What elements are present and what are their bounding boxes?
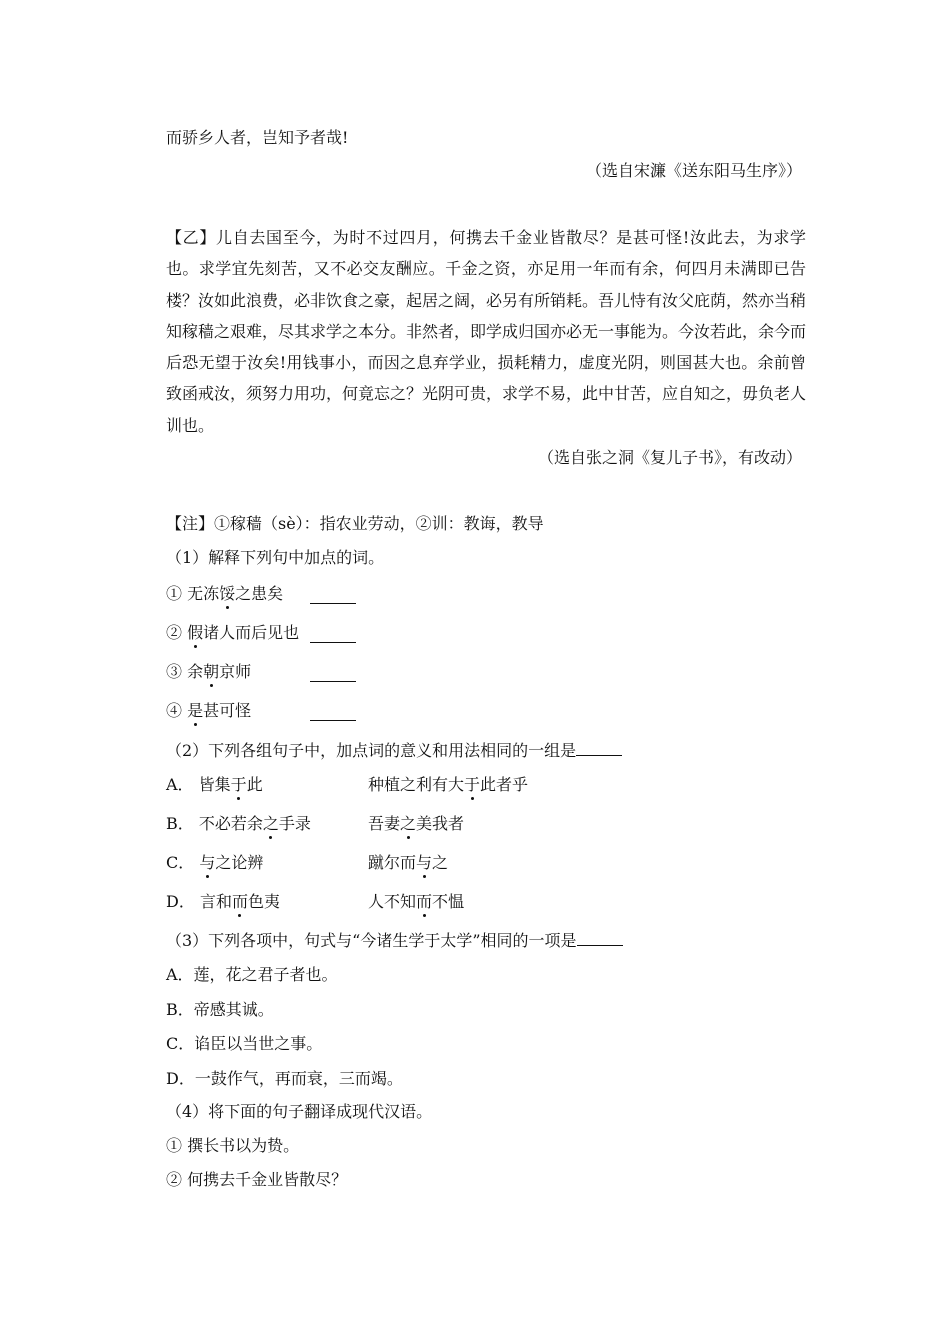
q4-item-2: ② 何携去千金业皆散尽？ — [166, 1170, 348, 1189]
q3-prompt-text: （3）下列各项中，句式与“今诸生学于太学”相同的一项是 — [166, 931, 577, 950]
dotted-word: 于 — [230, 775, 247, 794]
dotted-word: 与 — [199, 853, 216, 872]
dotted-word: 而 — [231, 892, 248, 911]
item-text: 无冻 — [187, 584, 220, 603]
q1-answer-blank-4[interactable] — [310, 719, 356, 721]
dotted-word: 朝 — [203, 662, 220, 681]
dotted-word: 假 — [187, 623, 204, 642]
q1-answer-blank-2[interactable] — [310, 641, 356, 643]
dotted-word: 于 — [464, 775, 481, 794]
item-number: ① — [166, 584, 183, 603]
q1-item-1 — [166, 583, 283, 605]
q1-answer-blank-3[interactable] — [310, 680, 356, 682]
q3-prompt — [166, 929, 623, 952]
passage-b-source: （选自张之洞《复儿子书》，有改动） — [537, 448, 802, 467]
dotted-word: 与 — [416, 853, 433, 872]
annotation-note: 【注】①稼穑（sè）：指农业劳动，②训：教诲，教导 — [166, 514, 544, 533]
item-text: 甚可怪 — [203, 701, 252, 720]
passage-a-tail: 而骄乡人者，岂知予者哉! — [166, 128, 349, 147]
q2-option-b-right: 吾妻之美我者 — [368, 814, 465, 833]
q2-option-c-left[interactable]: C． 与之论辨 — [166, 853, 264, 872]
item-number: ③ — [166, 662, 183, 681]
q2-option-d-left[interactable]: D． 言和而色夷 — [166, 892, 280, 911]
item-text: 余 — [187, 662, 204, 681]
q2-answer-blank[interactable] — [576, 739, 622, 756]
q2-prompt — [166, 739, 622, 762]
q3-answer-blank[interactable] — [577, 929, 623, 946]
q3-option-a[interactable]: A．莲，花之君子者也。 — [166, 965, 338, 984]
dotted-word: 而 — [416, 892, 433, 911]
dotted-word: 之 — [262, 814, 279, 833]
q3-option-d[interactable]: D．一鼓作气，再而衰，三而竭。 — [166, 1069, 403, 1088]
option-label: B． — [166, 814, 194, 833]
item-number: ④ — [166, 701, 183, 720]
q1-prompt: （1）解释下列句中加点的词。 — [166, 548, 385, 567]
item-text: 之患矣 — [235, 584, 284, 603]
q2-prompt-text: （2）下列各组句子中，加点词的意义和用法相同的一组是 — [166, 741, 577, 760]
q3-option-b[interactable]: B．帝感其诚。 — [166, 1000, 274, 1019]
passage-a-source: （选自宋濂《送东阳马生序》） — [585, 161, 802, 180]
dotted-word: 是 — [187, 701, 204, 720]
q1-item-4 — [166, 700, 251, 722]
item-text: 京师 — [219, 662, 252, 681]
item-number: ② — [166, 623, 183, 642]
q3-option-c[interactable]: C．谄臣以当世之事。 — [166, 1034, 323, 1053]
q2-option-d-right: 人不知而不愠 — [368, 892, 465, 911]
q2-option-b-left[interactable]: B． 不必若余之手录 — [166, 814, 311, 833]
option-label: D． — [166, 892, 195, 911]
dotted-word: 之 — [400, 814, 417, 833]
q1-item-2 — [166, 622, 299, 644]
q1-item-3 — [166, 661, 251, 683]
item-text: 诸人而后见也 — [203, 623, 300, 642]
q2-option-c-right: 蹴尔而与之 — [368, 853, 449, 872]
q2-option-a-right: 种植之利有大于此者乎 — [368, 775, 529, 794]
option-label: C． — [166, 853, 195, 872]
q1-answer-blank-1[interactable] — [310, 602, 356, 604]
passage-b-text: 【乙】儿自去国至今，为时不过四月，何携去千金业皆散尽？是甚可怪!汝此去，为求学也。求学宜先刻苦，又不必交友酬应。千金之资，亦足用一年而有余，何四月未满即已告楼？汝如此浪费，必非饮食之豪，起居之阔，必另有所销耗。吾儿恃有汝父庇荫，然亦当稍知稼穑之艰难，尽其求学之本分。非然者，即学成归国亦必无一事能为。今汝若此，余今而后恐无望于汝矣!用钱事小，而因之息弃学业，损耗精力，虚度光阴，则国甚大也。余前曾致函戒汝，须努力用功，何竟忘之？光阴可贵，求学不易，此中甘苦，应自知之，毋负老人训也。 — [166, 228, 807, 435]
dotted-word: 馁 — [219, 584, 236, 603]
q2-option-a-left[interactable]: A． 皆集于此 — [166, 775, 263, 794]
option-label: A． — [166, 775, 194, 794]
q4-item-1: ① 撰长书以为贽。 — [166, 1136, 300, 1155]
q4-prompt: （4）将下面的句子翻译成现代汉语。 — [166, 1102, 433, 1121]
